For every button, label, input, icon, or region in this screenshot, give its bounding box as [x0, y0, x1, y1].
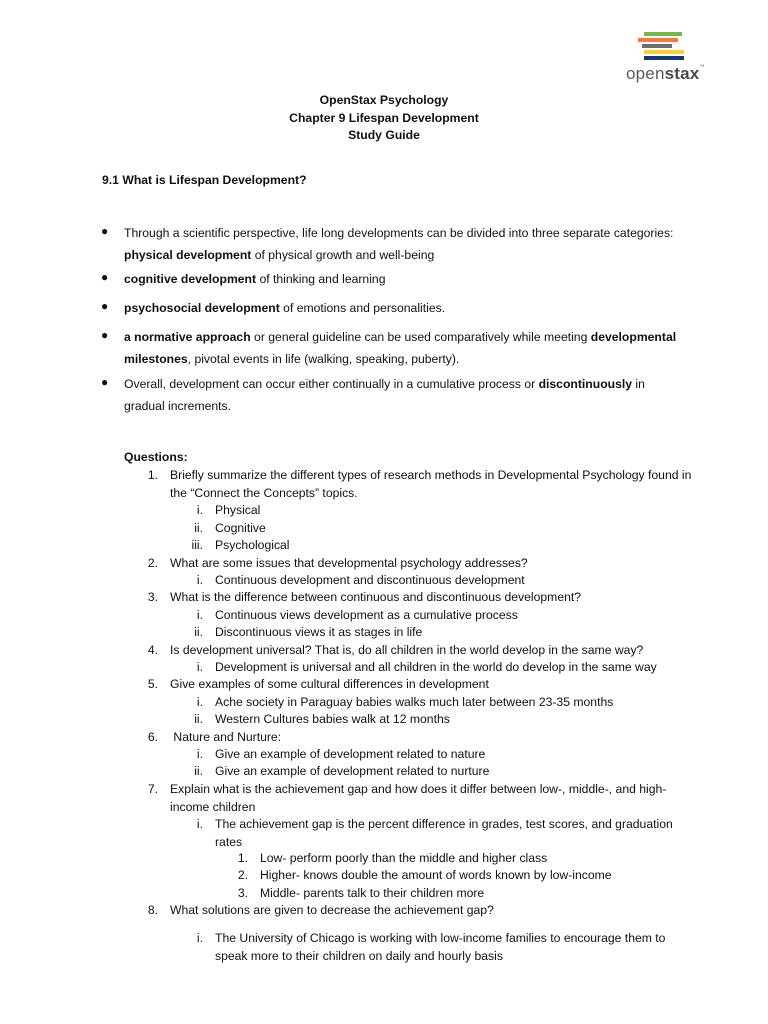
question-7-detail-2: Higher- knows double the amount of words known by low-income	[260, 868, 612, 882]
question-1-answer-i: Physical	[215, 503, 261, 517]
bullet-item-4: a normative approach or general guideline can be used comparatively while meeting developmental milestones, pivotal events in life (walking, speaking, puberty).	[124, 330, 677, 366]
question-number: 3.	[147, 590, 158, 604]
subitem-number: i.	[196, 660, 203, 674]
question-7-detail-1: Low- perform poorly than the middle and higher class	[260, 851, 548, 865]
question-7-answer-i: The achievement gap is the percent difference in grades, test scores, and graduation rates	[215, 817, 673, 849]
question-number: 7.	[147, 782, 158, 796]
question-6: Nature and Nurture:	[170, 730, 282, 744]
question-number: 1.	[147, 468, 158, 482]
subitem-number: i.	[196, 931, 203, 945]
question-number: 8.	[147, 903, 158, 917]
subitem-number: 1.	[237, 851, 248, 865]
logo-stripe-orange	[638, 38, 678, 42]
question-1-answer-iii: Psychological	[215, 538, 290, 552]
questions-heading: Questions:	[124, 450, 188, 464]
question-3: What is the difference between continuous and discontinuous development?	[170, 590, 582, 604]
question-2: What are some issues that developmental psychology addresses?	[170, 556, 528, 570]
logo-stripes-icon	[636, 32, 686, 64]
question-number: 4.	[147, 643, 158, 657]
question-number: 6.	[147, 730, 158, 744]
subitem-number: i.	[196, 503, 203, 517]
subitem-number: i.	[196, 747, 203, 761]
subitem-number: ii.	[194, 521, 203, 535]
subitem-number: ii.	[194, 712, 203, 726]
logo-stripe-navy	[644, 56, 684, 60]
bullet-dot-icon: ●	[101, 270, 109, 284]
question-8-answer-i: The University of Chicago is working with low-income families to encourage them to speak more to their children on daily and hourly basis	[215, 931, 666, 963]
question-number: 5.	[147, 677, 158, 691]
subitem-number: i.	[196, 695, 203, 709]
bullet-dot-icon: ●	[101, 375, 109, 389]
subitem-number: iii.	[191, 538, 203, 552]
question-8: What solutions are given to decrease the achievement gap?	[170, 903, 494, 917]
title-line-1: OpenStax Psychology	[319, 93, 449, 107]
subitem-number: 2.	[237, 868, 248, 882]
question-6-answer-ii: Give an example of development related to nurture	[215, 764, 490, 778]
section-heading: 9.1 What is Lifespan Development?	[102, 173, 307, 187]
question-6-answer-i: Give an example of development related to nature	[215, 747, 486, 761]
subitem-number: i.	[196, 573, 203, 587]
logo-stripe-gray	[642, 44, 672, 48]
question-3-answer-i: Continuous views development as a cumulative process	[215, 608, 518, 622]
question-7: Explain what is the achievement gap and how does it differ between low-, middle-, and high-income children	[170, 782, 667, 814]
question-5-answer-ii: Western Cultures babies walk at 12 months	[215, 712, 450, 726]
question-1-answer-ii: Cognitive	[215, 521, 266, 535]
question-number: 2.	[147, 556, 158, 570]
bullet-item-5: Overall, development can occur either continually in a cumulative process or discontinuously in gradual increments.	[124, 377, 645, 413]
question-2-answer-i: Continuous development and discontinuous development	[215, 573, 525, 587]
question-3-answer-ii: Discontinuous views it as stages in life	[215, 625, 423, 639]
question-1: Briefly summarize the different types of research methods in Developmental Psychology found in the “Connect the Concepts” topics.	[170, 468, 692, 500]
question-4-answer-i: Development is universal and all children in the world do develop in the same way	[215, 660, 657, 674]
title-line-2: Chapter 9 Lifespan Development	[289, 110, 479, 125]
document-title	[0, 92, 768, 145]
title-line-3: Study Guide	[348, 128, 420, 142]
bullet-item-3: psychosocial development of emotions and personalities.	[124, 301, 446, 315]
bullet-dot-icon: ●	[101, 299, 109, 313]
bullet-dot-icon: ●	[101, 224, 109, 238]
question-5: Give examples of some cultural differences in development	[170, 677, 489, 691]
logo-wordmark: openstax™	[626, 64, 705, 83]
subitem-number: ii.	[194, 625, 203, 639]
subitem-number: i.	[196, 608, 203, 622]
question-7-detail-3: Middle- parents talk to their children more	[260, 886, 485, 900]
subitem-number: ii.	[194, 764, 203, 778]
subitem-number: i.	[196, 817, 203, 831]
question-4: Is development universal? That is, do all children in the world develop in the same way?	[170, 643, 644, 657]
question-5-answer-i: Ache society in Paraguay babies walks much later between 23-35 months	[215, 695, 614, 709]
logo-stripe-yellow	[644, 50, 684, 54]
bullet-item-1: Through a scientific perspective, life long developments can be divided into three separate categories: physical development of physical growth and well-being	[124, 226, 674, 262]
bullet-item-2: cognitive development of thinking and learning	[124, 272, 386, 286]
logo-stripe-green	[644, 32, 682, 36]
bullet-dot-icon: ●	[101, 328, 109, 342]
subitem-number: 3.	[237, 886, 248, 900]
